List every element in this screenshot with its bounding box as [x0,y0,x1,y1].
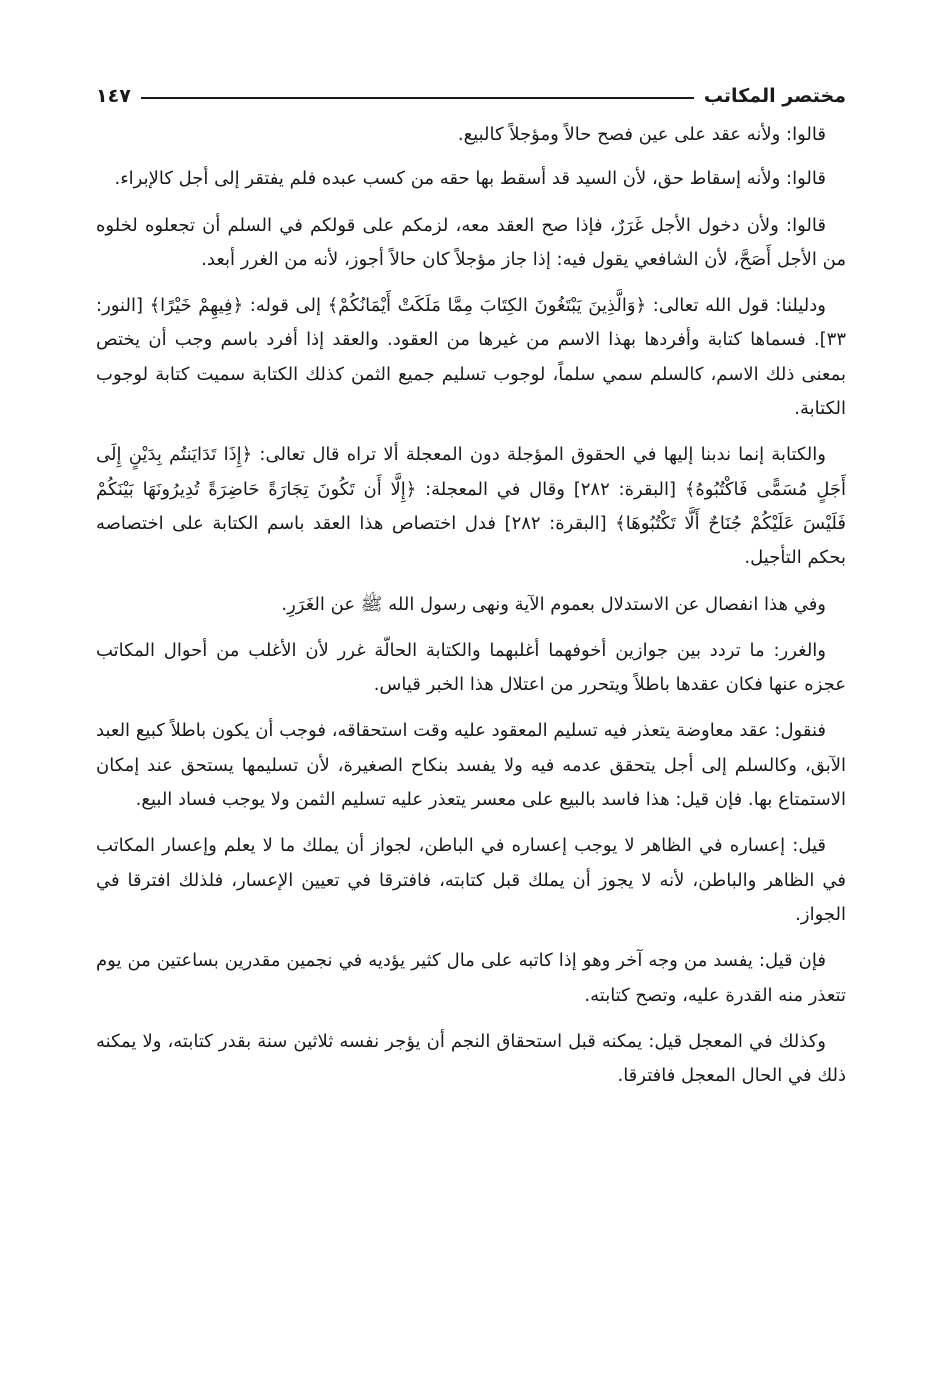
running-header [96,78,846,114]
page-body [96,118,846,1093]
paragraph: وفي هذا انفصال عن الاستدلال بعموم الآية ونهى رسول الله ﷺ عن الغَرَرِ. [281,593,826,615]
paragraph: قالوا: ولأنه عقد على عين فصح حالاً ومؤجلاً كالبيع. [457,124,826,145]
page-number: ١٤٧ [96,85,131,107]
paragraph: قالوا: ولأن دخول الأجل غَرَرٌ، فإذا صح العقد معه، لزمكم على قولكم في السلم أن تجعلوه لخلوه من الأجل أَصَحَّ، لأن الشافعي يقول فيه: إذا جاز مؤجلاً كان حالاً أجوز، لأنه من الغرر أبعد. [96,214,846,270]
paragraph: قيل: إعساره في الظاهر لا يوجب إعساره في الباطن، لجواز أن يملك ما لا يعلم وإعسار المكاتب في الظاهر والباطن، لأنه لا يجوز أن يملك قبل كتابته، فافترقا في تعيين الإعسار، فلذلك افترقا في الجواز. [96,835,846,925]
paragraph: وكذلك في المعجل قيل: يمكنه قبل استحقاق النجم أن يؤجر نفسه ثلاثين سنة بقدر كتابته، ولا يمكنه ذلك في الحال المعجل فافترقا. [96,1030,846,1087]
book-page [96,78,846,1105]
paragraph: فنقول: عقد معاوضة يتعذر فيه تسليم المعقود عليه وقت استحقاقه، فوجب أن يكون باطلاً كبيع العبد الآبق، وكالسلم إلى أجل يتحقق عدمه فيه ولا يفسد بنكاح الصغيرة، لأن تسليمها يستحق عند إمكان الاستمتاع بها. فإن قيل: هذا فاسد بالبيع على معسر يتعذر عليه تسليم الثمن ولا يوجب فساد البيع. [96,720,846,811]
header-rule [141,97,694,99]
paragraph: والكتابة إنما ندبنا إليها في الحقوق المؤجلة دون المعجلة ألا تراه قال تعالى: ﴿إِذَا تَدَايَنتُم بِدَيْنٍ إِلَى أَجَلٍ مُسَمًّى فَاكْتُبُوهُ﴾ [البقرة: ٢٨٢] وقال في المعجلة: ﴿إِلَّا أَن تَكُونَ تِجَارَةً حَاضِرَةً تُدِيرُونَهَا بَيْنَكُمْ فَلَيْسَ عَلَيْكُمْ جُنَاحٌ أَلَّا تَكْتُبُوهَا﴾ [البقرة: ٢٨٢] فدل اختصاص هذا العقد باسم الكتابة على اختصاصه بحكم التأجيل. [96,444,846,569]
running-title: مختصر المكاتب [703,85,846,107]
paragraph: ودليلنا: قول الله تعالى: ﴿وَالَّذِينَ يَبْتَغُونَ الكِتَابَ مِمَّا مَلَكَتْ أَيْمَانُكُمْ﴾ إلى قوله: ﴿فِيهِمْ خَيْرًا﴾ [النور: ٣٣]. فسماها كتابة وأفردها بهذا الاسم من غيرها من العقود. والعقد إذا أفرد باسم وجب أن يختص بمعنى ذلك الاسم، كالسلم سمي سلماً، لوجوب تسليم جميع الثمن كذلك الكتابة سميت كتابة لوجوب الكتابة. [96,295,846,420]
paragraph: والغرر: ما تردد بين جوازين أخوفهما أغلبهما والكتابة الحالّة غرر لأن الأغلب من أحوال المكاتب عجزه عنها فكان عقدها باطلاً ويتحرر من اعتلال هذا الخبر قياس. [96,639,846,696]
paragraph: قالوا: ولأنه إسقاط حق، لأن السيد قد أسقط بها حقه من كسب عبده فلم يفتقر إلى أجل كالإبراء. [114,168,826,190]
paragraph: فإن قيل: يفسد من وجه آخر وهو إذا كاتبه على مال كثير يؤديه في نجمين مقدرين بساعتين من يوم تتعذر منه القدرة عليه، وتصح كتابته. [96,950,846,1006]
